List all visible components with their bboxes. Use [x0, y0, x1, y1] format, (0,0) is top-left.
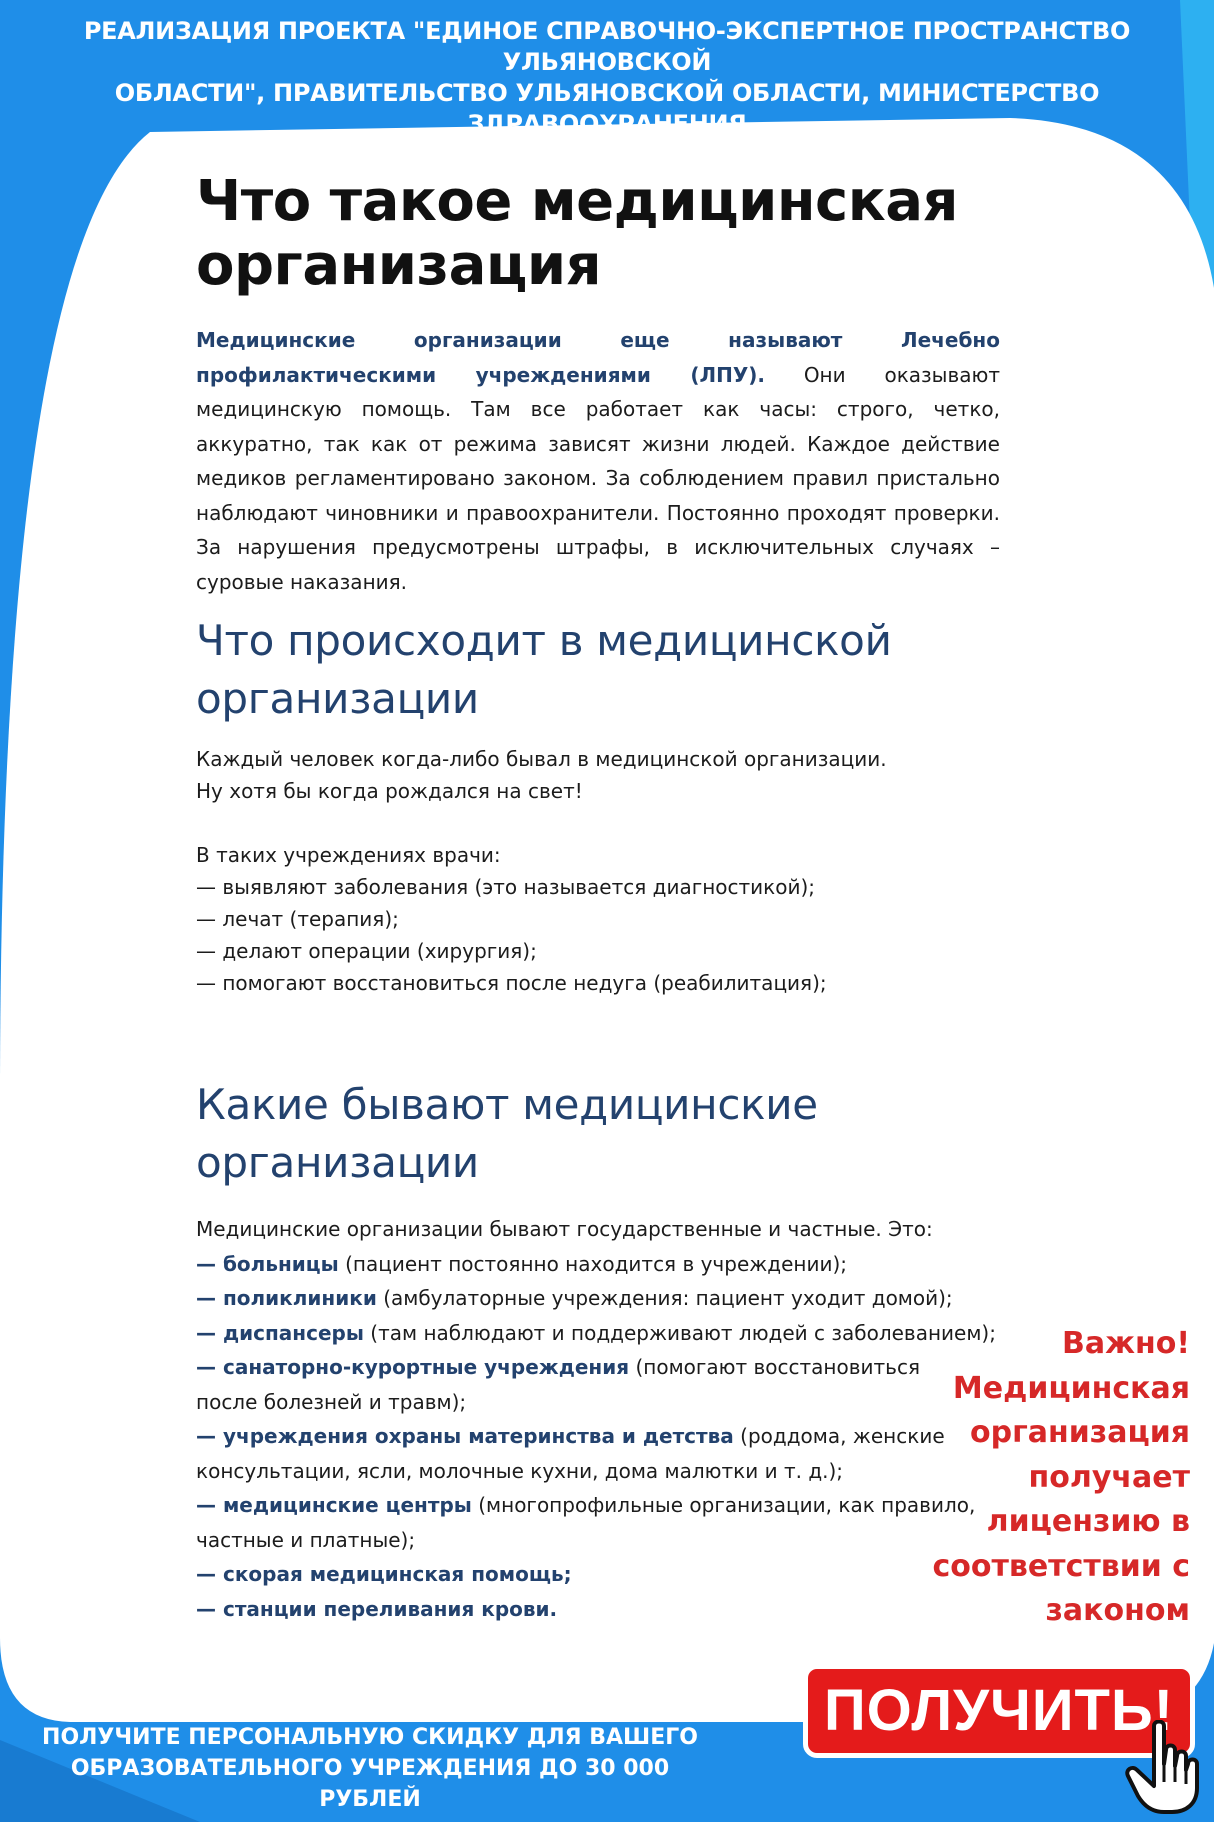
- list-item-highlight: — станции переливания крови.: [196, 1596, 558, 1621]
- list-item: — помогают восстановиться после недуга (реабилитация);: [196, 971, 827, 995]
- list-item-highlight: — учреждения охраны материнства и детства: [196, 1424, 734, 1448]
- intro-paragraph: [196, 323, 1000, 599]
- get-discount-button[interactable]: ПОЛУЧИТЬ!: [803, 1664, 1195, 1758]
- callout-line: законом: [1045, 1593, 1190, 1628]
- list-item: [196, 1592, 1000, 1627]
- list-item: [196, 1523, 1000, 1558]
- list-item-text: (роддома, женские: [733, 1424, 945, 1448]
- text-line: Каждый человек когда-либо бывал в медицинской организации.: [196, 747, 887, 771]
- list-item: [196, 1350, 1000, 1385]
- callout-line: соответствии с: [932, 1548, 1190, 1584]
- list-item-highlight: — поликлиники: [196, 1286, 377, 1310]
- header-line: УЛЬЯНОВСКОЙ ОБЛАСТИ: [434, 141, 780, 169]
- callout-line: Медицинская: [952, 1370, 1190, 1406]
- intro-highlight: Медицинские организации еще называют Лечебно профилактическими учреждениями (ЛПУ).: [196, 328, 1000, 387]
- important-callout: [890, 1322, 1190, 1634]
- footer-line: ПОЛУЧИТЕ ПЕРСОНАЛЬНУЮ СКИДКУ ДЛЯ ВАШЕГО: [42, 1725, 698, 1750]
- list-item: — выявляют заболевания (это называется диагностикой);: [196, 875, 816, 899]
- section-heading: [196, 1076, 1000, 1192]
- list-intro: В таких учреждениях врачи:: [196, 843, 501, 867]
- list-item-text: частные и платные);: [196, 1527, 416, 1552]
- list-item: [196, 1419, 1000, 1454]
- title-line: организация: [196, 233, 602, 298]
- footer-line: ОБРАЗОВАТЕЛЬНОГО УЧРЕЖДЕНИЯ ДО 30 000 РУБЛЕЙ: [70, 1756, 670, 1812]
- project-header: [10, 16, 1204, 171]
- list-item: — лечат (терапия);: [196, 907, 399, 931]
- list-item-text: (пациент постоянно находится в учреждении);: [338, 1251, 848, 1276]
- list-item-highlight: — скорая медицинская помощь;: [196, 1562, 572, 1586]
- intro-block: [196, 323, 1000, 599]
- list-item-highlight: — больницы: [196, 1251, 339, 1276]
- heading-line: Что происходит в медицинской: [196, 616, 892, 665]
- heading-line: Какие бывают медицинские: [196, 1080, 818, 1129]
- list-item: [196, 1385, 1000, 1420]
- list-item-text: (многопрофильные организации, как правило,: [471, 1493, 976, 1517]
- callout-line: лицензию в: [986, 1504, 1190, 1539]
- list-item: [196, 1488, 1000, 1523]
- section-what-happens: [196, 612, 1000, 999]
- title-line: Что такое медицинская: [196, 169, 958, 234]
- text-line: Ну хотя бы когда рождался на свет!: [196, 779, 583, 803]
- list-item: [196, 1316, 1000, 1351]
- list-item: [196, 1281, 1000, 1316]
- heading-line: организации: [196, 1138, 479, 1187]
- types-intro: Медицинские организации бывают государственные и частные. Это:: [196, 1217, 933, 1241]
- list-item-highlight: — диспансеры: [196, 1320, 364, 1345]
- callout-line: Важно!: [1062, 1326, 1190, 1361]
- header-line: ОБЛАСТИ", ПРАВИТЕЛЬСТВО УЛЬЯНОВСКОЙ ОБЛАСТИ, МИНИСТЕРСТВО ЗДРАВООХРАНЕНИЯ: [114, 79, 1100, 138]
- list-item-text: (там наблюдают и поддерживают людей с заболеванием);: [363, 1320, 996, 1345]
- header-line: РЕАЛИЗАЦИЯ ПРОЕКТА "ЕДИНОЕ СПРАВОЧНО-ЭКСПЕРТНОЕ ПРОСТРАНСТВО УЛЬЯНОВСКОЙ: [83, 17, 1131, 76]
- discount-footer: [30, 1722, 710, 1815]
- callout-line: получает: [1028, 1459, 1190, 1495]
- list-item-text: консультации, ясли, молочные кухни, дома малютки и т. д.);: [196, 1458, 844, 1483]
- list-item-highlight: — санаторно-курортные учреждения: [196, 1355, 630, 1379]
- list-item-text: после болезней и травм);: [196, 1389, 467, 1414]
- page-title: [196, 170, 1000, 298]
- section-types: [196, 1076, 1000, 1626]
- list-item: [196, 1454, 1000, 1489]
- main-title-block: [196, 170, 1000, 298]
- callout-line: организация: [970, 1415, 1190, 1450]
- list-item: — делают операции (хирургия);: [196, 939, 537, 963]
- section-heading: [196, 612, 1000, 728]
- list-item: [196, 1247, 1000, 1282]
- list-item-highlight: — медицинские центры: [196, 1493, 472, 1517]
- list-item-text: (амбулаторные учреждения: пациент уходит домой);: [376, 1286, 953, 1310]
- heading-line: организации: [196, 674, 479, 723]
- intro-text: Они оказывают медицинскую помощь. Там все работает как часы: строго, четко, аккуратно, так как от режима зависят жизни людей. Каждое действие медиков регламентировано законом. За соблюдением правил пристально наблюдают чиновники и правоохранители. Постоянно проходят проверки. За нарушения предусмотрены штрафы, в исключительных случаях – суровые наказания.: [196, 362, 1000, 594]
- list-item-text: (помогают восстановиться: [629, 1355, 920, 1379]
- list-item: [196, 1557, 1000, 1592]
- hand-pointer-icon: [1124, 1720, 1202, 1816]
